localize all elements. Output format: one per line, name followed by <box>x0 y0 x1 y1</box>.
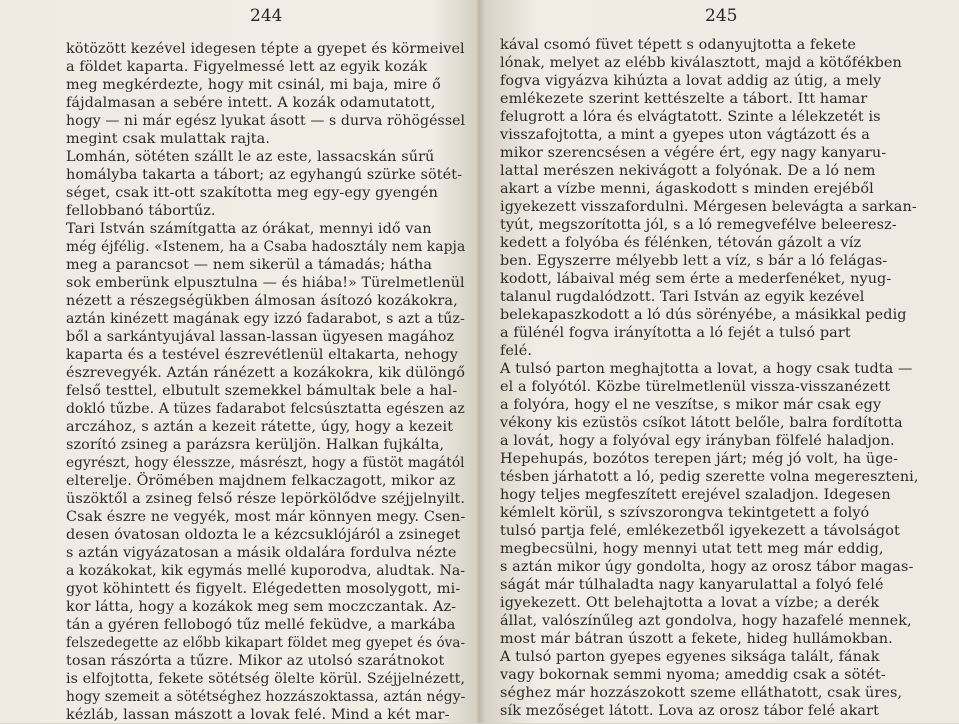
text-line: tulsó partja felé, emlékezetből igyekezett a távolságot <box>500 523 900 539</box>
text-line: aztán kinézett magának egy izzó fadarabot, s azt a tűz- <box>66 311 465 327</box>
text-line: arczához, s aztán a kezeit rátette, úgy, hogy a kezeit <box>66 419 454 435</box>
text-line: megint csak mulattak rajta. <box>66 131 271 147</box>
text-line: most már bátran úszott a fekete, hideg hullámokban. <box>500 631 893 647</box>
text-line: üszöktől a zsineg felső része lepörkölődve széjjelnyilt. <box>66 491 466 507</box>
text-line: talanul rugdalódzott. Tari István az egyik kezével <box>500 289 865 305</box>
text-line: hogy szemeit a sötétséghez hozzászoktassa, aztán négy- <box>66 689 466 705</box>
text-line: belekapaszkodott a ló dús sörényébe, a másikkal pedig <box>500 307 907 323</box>
right-page-text <box>500 36 929 720</box>
text-line: nézett a részegségükben álmosan ásítozó kozákokra, <box>66 293 458 309</box>
text-line: kodott, lábaival még sem érte a mederfenéket, nyug- <box>500 271 892 287</box>
text-line: megbecsülni, hogy mennyi utat tett meg már eddig, <box>500 541 884 557</box>
text-line: szorító zsineg a parázsra kerüljön. Halkan fujkálta, <box>66 437 445 453</box>
text-line: akart a vízbe menni, ágaskodott s minden erejéből <box>500 181 874 197</box>
left-page <box>0 0 479 723</box>
text-line: tosan rászórta a tűzre. Mikor az utolsó szarátnokot <box>66 653 445 669</box>
text-line: lónak, melyet az elébb kiválasztott, majd a kötőfékben <box>500 55 902 71</box>
text-line: séghez már hozzászokott szeme elláthatott, csak üres, <box>500 685 903 701</box>
text-line: kémlelt körül, s szívszorongva tekintgetett a folyó <box>500 505 870 521</box>
text-line: A tulsó parton meghajtotta a lovat, a hogy csak tudta — <box>500 361 913 377</box>
text-line: fogva vigyázva kihúzta a lovat addig az útig, a mely <box>500 73 882 89</box>
text-line: felugrott a lóra és elvágtatott. Szinte a lélekzetét is <box>500 109 881 125</box>
text-line: kézláb, lassan mászott a lovak felé. Mind a két mar- <box>66 707 450 723</box>
text-line: a fülénél fogva irányította a ló fejét a tulsó part <box>500 325 851 341</box>
text-line: kor látta, hogy a kozákok meg sem moczczantak. Az- <box>66 599 457 615</box>
right-page-number: 245 <box>705 6 738 26</box>
text-line: tyút, megszorította jól, s a ló remegvefélve beleeresz- <box>500 217 897 233</box>
text-line: meg megkérdezte, hogy mit csinál, mi baja, mire ő <box>66 77 441 93</box>
text-line: egyrészt, hogy élesszze, másrészt, hogy a füstöt magától <box>66 455 465 471</box>
text-line: el a folyótól. Közbe türelmetlenül vissza-visszanézett <box>500 379 891 395</box>
text-line: desen óvatosan oldozta le a kézcsuklójáról a zsineget <box>66 527 461 543</box>
text-line: tésben járhatott a ló, pedig szerette volna megereszteni, <box>500 469 919 485</box>
right-page <box>480 0 959 723</box>
text-line: a lovát, hogy a folyóval egy irányban fölfelé haladjon. <box>500 433 895 449</box>
text-line: észrevegyék. Aztán ránézett a kozákokra, kik dülöngő <box>66 365 466 381</box>
text-line: kedett a folyóba és félénken, tétován gázolt a víz <box>500 235 862 251</box>
text-line: fellobbanó tábortűz. <box>66 203 216 219</box>
text-line: Tari István számítgatta az órákat, mennyi idő van <box>66 221 432 237</box>
text-line: a kozákokat, kik egymás mellé kuporodva, aludtak. Na- <box>66 563 466 579</box>
text-line: hogy — ni már egész lyukat ásott — s durva röhögéssel <box>66 113 466 129</box>
text-line: mikor szerencsésen a végére ért, egy nagy kanyaru- <box>500 145 887 161</box>
text-line: kötözött kezével idegesen tépte a gyepet és körmeivel <box>66 41 465 57</box>
text-line: ből a sarkántyujával lassan-lassan ügyesen magához <box>66 329 455 345</box>
text-line: visszafojtotta, a mint a gyepes uton vágtázott és a <box>500 127 870 143</box>
text-line: Hepehupás, bozótos terepen járt; még jó volt, ha üge- <box>500 451 899 467</box>
left-page-text <box>66 40 465 724</box>
text-line: kaparta és a testével észrevétlenül eltakarta, nehogy <box>66 347 459 363</box>
text-line: vagy bokornak semmi nyoma; ameddig csak a sötét- <box>500 667 886 683</box>
text-line: s aztán vigyázatosan a másik oldalára fordulva nézte <box>66 545 457 561</box>
text-line: elterelje. Örömében majdnem felkaczagott, mikor az <box>66 473 456 489</box>
text-line: hogy teljes megfeszített erejével szaladjon. Idegesen <box>500 487 891 503</box>
text-line: felszedegette az előbb kikapart földet meg gyepet és óva- <box>66 635 466 651</box>
text-line: dokló tűzbe. A tüzes fadarabot felcsúsztatta egészen az <box>66 401 465 417</box>
text-line: lattal merészen nekivágott a folyónak. De a ló nem <box>500 163 876 179</box>
text-line: A tulsó parton gyepes egyenes siksága talált, fának <box>500 649 880 665</box>
text-line: séget, csak itt-ott szakította meg egy-egy gyengén <box>66 185 438 201</box>
text-line: tán a gyéren fellobogó tűz mellé feküdve, a markába <box>66 617 456 633</box>
text-line: a folyóra, hogy el ne veszítse, s mikor már csak egy <box>500 397 882 413</box>
text-line: homályba takarta a tábort; az egyhangú szürke sötét- <box>66 167 463 183</box>
text-line: fájdalmasan a sebére intett. A kozák odamutatott, <box>66 95 436 111</box>
text-line: vékony kis ezüstös csíkot látott belőle, balra fordította <box>500 415 903 431</box>
text-line: emlékezete szerint kettészelte a tábort. Itt hamar <box>500 91 868 107</box>
text-line: sík mezőséget látott. Lova az orosz tábor felé akart <box>500 703 879 719</box>
text-line: Csak észre ne vegyék, most már könnyen megy. Csen- <box>66 509 466 525</box>
text-line: felső testtel, elbutult szemekkel bámultak bele a hal- <box>66 383 458 399</box>
left-page-number: 244 <box>250 6 283 26</box>
text-line: igyekezett. Ott belehajtotta a lovat a vízbe; a derék <box>500 595 880 611</box>
text-line: ságát már túlhaladta nagy kanyarulattal a folyó felé <box>500 577 884 593</box>
text-line: is elfojtotta, fekete sötétség ölelte körül. Széjjelnézett, <box>66 671 466 687</box>
text-line: s aztán mikor úgy gondolta, hogy az orosz tábor magas- <box>500 559 914 575</box>
text-line: meg a parancsot — nem sikerül a támadás; hátha <box>66 257 433 273</box>
text-line: sok emberünk elpusztulna — és hiába!» Türelmetlenül <box>66 275 465 291</box>
text-line: kával csomó füvet tépett s odanyujtotta a fekete <box>500 37 856 53</box>
text-line: Lomhán, sötéten szállt le az este, lassacskán sűrű <box>66 149 435 165</box>
text-line: felé. <box>500 343 533 359</box>
text-line: a földet kaparta. Figyelmessé lett az egyik kozák <box>66 59 428 75</box>
text-line: ben. Egyszerre mélyebb lett a víz, s bár a ló felágas- <box>500 253 888 269</box>
text-line: még éjfélig. «Istenem, ha a Csaba hadosztály nem kapja <box>66 239 466 255</box>
text-line: állat, valószínűleg azt gondolva, hogy hazafelé mennek, <box>500 613 912 629</box>
text-line: igyekezett visszafordulni. Mérgesen belevágta a sarkan- <box>500 199 917 215</box>
text-line: gyot köhintett és figyelt. Elégedetten mosolygott, mi- <box>66 581 461 597</box>
